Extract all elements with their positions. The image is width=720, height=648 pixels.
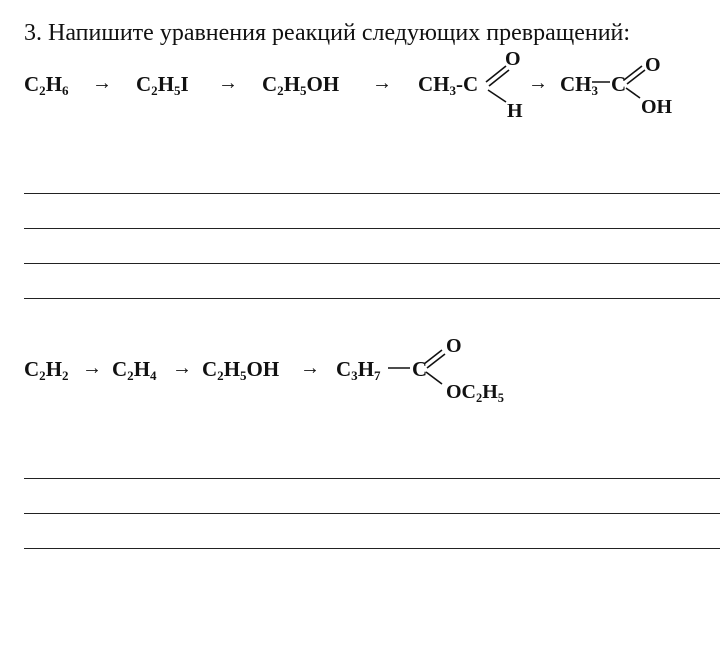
arrow-6: → (172, 357, 192, 379)
answer-line-4[interactable] (24, 298, 720, 299)
arrow-3: → (372, 72, 392, 94)
acetaldehyde-o: O (505, 48, 521, 70)
formula-ethane: $C_2H_6$ (24, 72, 69, 99)
arrow-4: → (528, 72, 548, 94)
acetic-acid-o: O (645, 54, 661, 76)
arrow-5: → (82, 357, 102, 379)
arrow-7: → (300, 357, 320, 379)
acetic-acid-ch3: $CH_3$ (560, 72, 599, 99)
acetaldehyde-h: H (507, 100, 523, 122)
arrow-1: → (92, 72, 112, 94)
answer-line-3[interactable] (24, 263, 720, 264)
answer-line-7[interactable] (24, 548, 720, 549)
arrow-2: → (218, 72, 238, 94)
formula-iodoethane: $C_2H_5I$ (136, 72, 189, 99)
ester-c3h7: $C_3H_7$ (336, 357, 381, 384)
answer-line-2[interactable] (24, 228, 720, 229)
formula-ethylene: $C_2H_4$ (112, 357, 157, 384)
formula-acetylene: $C_2H_2$ (24, 357, 69, 384)
acetic-acid-c: C (611, 72, 627, 96)
ester-oc2h5: $OC_2H_5$ (446, 381, 504, 405)
task-title: 3. Напишите уравнения реакций следующих превращений: (24, 20, 631, 46)
answer-line-1[interactable] (24, 193, 720, 194)
formula-ethanol-2: $C_2H_5OH$ (202, 357, 280, 384)
ester-c: C (412, 357, 428, 381)
acetaldehyde-ch3: $CH_3-C$ (418, 72, 479, 99)
answer-line-5[interactable] (24, 478, 720, 479)
formula-ethanol: $C_2H_5OH$ (262, 72, 340, 99)
acetic-acid-oh: OH (641, 96, 673, 118)
ester-o: O (446, 335, 462, 357)
answer-line-6[interactable] (24, 513, 720, 514)
